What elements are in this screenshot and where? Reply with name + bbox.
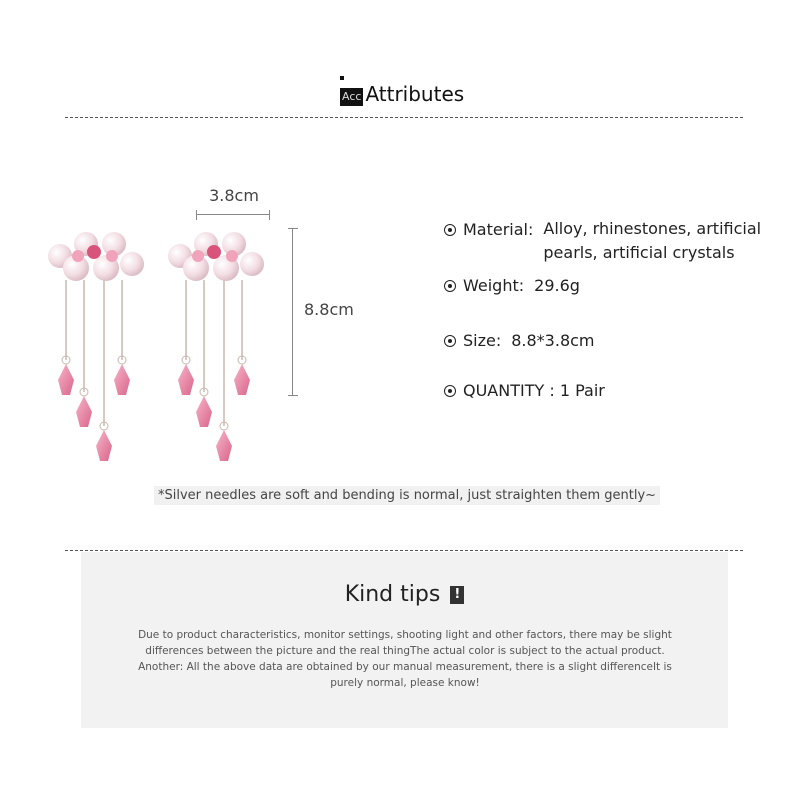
page-title: Attributes (365, 82, 465, 106)
tips-line: Another: All the above data are obtained by our manual measurement, there is a slight differenceIt is (138, 661, 672, 673)
tips-title: Kind tips (344, 582, 441, 607)
attr-material (444, 220, 793, 265)
width-dimension-line (196, 214, 270, 215)
divider-top (65, 117, 743, 118)
attr-value: 29.6g (534, 276, 580, 295)
attr-quantity (444, 381, 605, 400)
attr-value: Alloy, rhinestones, artificial pearls, artificial crystals (543, 219, 762, 262)
divider-bottom (65, 550, 743, 551)
attr-label: Weight: (463, 276, 525, 295)
dot-circle-icon (444, 280, 456, 292)
width-label: 3.8cm (209, 186, 259, 205)
dot-circle-icon (444, 335, 456, 347)
earrings-image (40, 220, 280, 470)
earring-right (168, 232, 264, 461)
section-title (340, 76, 464, 106)
tips-line: differences between the picture and the real thingThe actual color is subject to the actual product. (145, 645, 665, 657)
tips-header (81, 582, 728, 607)
title-marker (340, 76, 344, 80)
dot-circle-icon (444, 385, 456, 397)
acc-badge: Acc (340, 88, 363, 106)
exclamation-icon: ! (450, 586, 464, 604)
kind-tips-panel (81, 552, 728, 728)
tips-line: Due to product characteristics, monitor settings, shooting light and other factors, there may be slight (138, 629, 672, 641)
attr-label: Material: (463, 220, 534, 239)
earring-left (48, 232, 144, 461)
height-label: 8.8cm (304, 300, 354, 319)
attr-label: Size: (463, 331, 502, 350)
care-note: *Silver needles are soft and bending is normal, just straighten them gently~ (154, 486, 660, 505)
height-dimension-line (292, 228, 293, 396)
attr-label: QUANTITY : 1 Pair (463, 381, 605, 400)
tips-text (116, 627, 694, 691)
tips-line: purely normal, please know! (330, 677, 480, 689)
dot-circle-icon (444, 224, 456, 236)
attr-value: 8.8*3.8cm (511, 331, 595, 350)
attr-size (444, 331, 595, 350)
attr-weight (444, 276, 580, 295)
